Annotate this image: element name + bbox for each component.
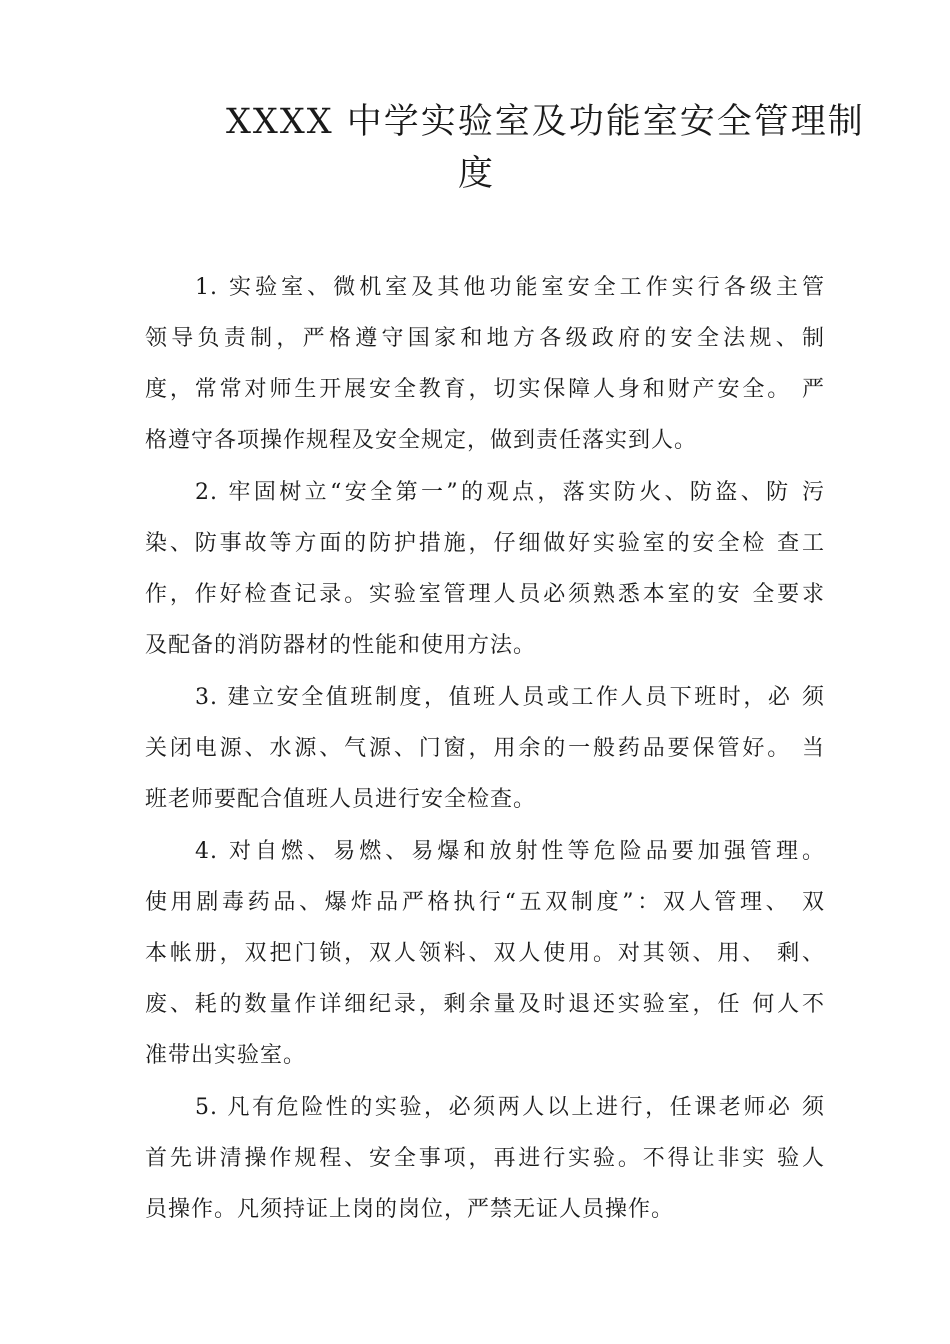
text-line: 关闭电源、水源、气源、门窗，用余的一般药品要保管好。 当 (145, 736, 825, 761)
text-line: 及配备的消防器材的性能和使用方法。 (145, 633, 537, 658)
text-line: 2. 牢固树立“安全第一”的观点，落实防火、防盗、防 污 (195, 480, 825, 505)
document-body (145, 262, 825, 1235)
title-line-2: 度 (458, 154, 496, 194)
text-line: 3. 建立安全值班制度，值班人员或工作人员下班时，必 须 (195, 685, 825, 710)
text-line: 领导负责制，严格遵守国家和地方各级政府的安全法规、制 (145, 326, 825, 351)
text-line: 准带出实验室。 (145, 1043, 307, 1068)
text-line: 染、防事故等方面的防护措施，仔细做好实验室的安全检 查工 (145, 531, 825, 556)
paragraph-3 (145, 672, 825, 825)
document-title (226, 96, 865, 200)
text-line: 5. 凡有危险性的实验，必须两人以上进行，任课老师必 须 (195, 1095, 825, 1120)
paragraph-4 (145, 826, 825, 1081)
paragraph-2 (145, 467, 825, 671)
text-line: 1. 实验室、微机室及其他功能室安全工作实行各级主管 (195, 275, 825, 300)
text-line: 首先讲清操作规程、安全事项，再进行实验。不得让非实 验人 (145, 1146, 825, 1171)
text-line: 班老师要配合值班人员进行安全检查。 (145, 787, 537, 812)
text-line: 作，作好检查记录。实验室管理人员必须熟悉本室的安 全要求 (145, 582, 825, 607)
title-line-1: XXXX 中学实验室及功能室安全管理制 (226, 102, 865, 142)
text-line: 4. 对自燃、易燃、易爆和放射性等危险品要加强管理。 (195, 839, 825, 864)
text-line: 员操作。凡须持证上岗的岗位，严禁无证人员操作。 (145, 1197, 675, 1222)
paragraph-5 (145, 1082, 825, 1235)
paragraph-1 (145, 262, 825, 466)
text-line: 废、耗的数量作详细纪录，剩余量及时退还实验室，任 何人不 (145, 992, 825, 1017)
text-line: 本帐册，双把门锁，双人领料、双人使用。对其领、用、 剩、 (145, 941, 825, 966)
text-line: 度，常常对师生开展安全教育，切实保障人身和财产安全。 严 (145, 377, 825, 402)
text-line: 使用剧毒药品、爆炸品严格执行“五双制度”：双人管理、 双 (145, 890, 825, 915)
text-line: 格遵守各项操作规程及安全规定，做到责任落实到人。 (145, 428, 698, 453)
